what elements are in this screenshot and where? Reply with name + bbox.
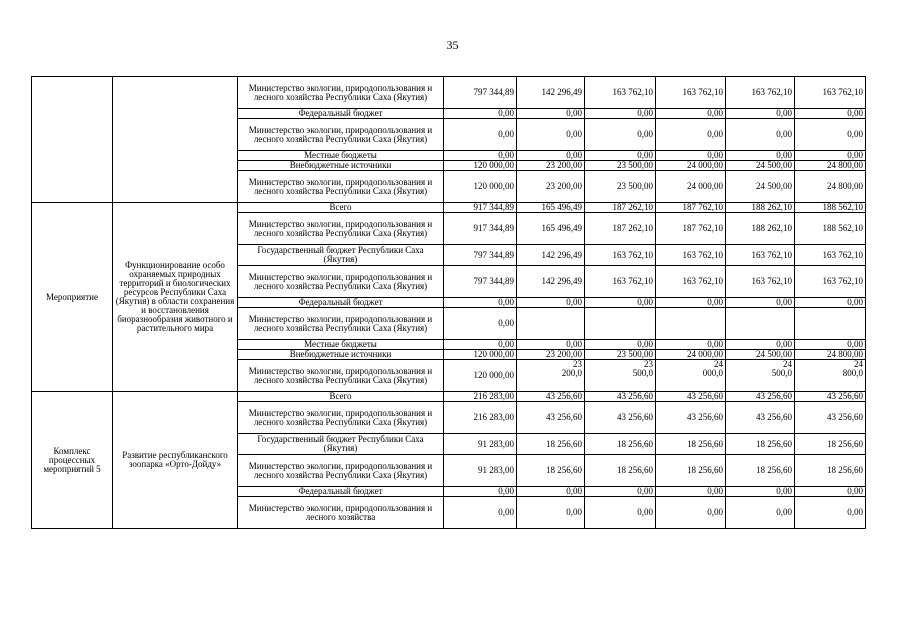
year-amount-cell: 0,00 (517, 119, 585, 151)
table-row (32, 392, 866, 402)
year-amount-cell: 187 262,10 (585, 203, 656, 213)
total-amount-cell: 0,00 (444, 340, 517, 350)
budget-table (31, 76, 866, 529)
total-amount-cell: 120 000,00 (444, 360, 517, 392)
year-amount-cell: 187 762,10 (656, 203, 726, 213)
year-amount-cell: 18 256,60 (517, 434, 585, 455)
year-amount-cell: 0,00 (656, 340, 726, 350)
funding-source-cell: Местные бюджеты (238, 340, 444, 350)
year-amount-cell: 163 762,10 (585, 77, 656, 109)
year-amount-cell: 165 496,49 (517, 203, 585, 213)
year-amount-cell: 0,00 (517, 487, 585, 497)
year-amount-cell: 23 200,00 (517, 171, 585, 203)
total-amount-cell: 91 283,00 (444, 455, 517, 487)
activity-name-cell (113, 77, 238, 203)
year-amount-cell (656, 308, 726, 340)
table-row (32, 203, 866, 213)
year-amount-cell: 43 256,60 (656, 392, 726, 402)
year-amount-cell: 163 762,10 (585, 245, 656, 266)
year-amount-cell: 163 762,10 (656, 245, 726, 266)
year-amount-cell: 0,00 (795, 497, 866, 529)
year-amount-cell: 0,00 (795, 340, 866, 350)
year-amount-cell: 43 256,60 (585, 402, 656, 434)
funding-source-cell: Федеральный бюджет (238, 487, 444, 497)
total-amount-cell: 91 283,00 (444, 434, 517, 455)
year-amount-cell (517, 308, 585, 340)
total-amount-cell: 797 344,89 (444, 266, 517, 298)
year-amount-cell (726, 308, 795, 340)
year-amount-cell: 0,00 (795, 487, 866, 497)
year-amount-cell: 43 256,60 (726, 392, 795, 402)
year-amount-cell: 0,00 (656, 151, 726, 161)
funding-source-cell: Всего (238, 392, 444, 402)
year-amount-cell: 43 256,60 (795, 402, 866, 434)
activity-type-cell: Мероприятие (32, 203, 113, 392)
year-amount-cell: 43 256,60 (656, 402, 726, 434)
year-amount-cell: 23 500,00 (585, 350, 656, 360)
year-amount-cell: 187 262,10 (585, 213, 656, 245)
year-amount-cell: 0,00 (517, 298, 585, 308)
year-amount-cell: 24 000,00 (656, 171, 726, 203)
year-amount-cell: 24 000,00 (656, 350, 726, 360)
year-amount-cell: 0,00 (795, 298, 866, 308)
total-amount-cell: 0,00 (444, 308, 517, 340)
year-amount-cell: 187 762,10 (656, 213, 726, 245)
budget-table-body (32, 77, 866, 529)
funding-source-cell: Государственный бюджет Республики Саха (Якутия) (238, 434, 444, 455)
year-amount-cell: 163 762,10 (726, 266, 795, 298)
activity-type-cell (32, 77, 113, 203)
year-amount-cell: 23 200,00 (517, 350, 585, 360)
funding-source-cell: Министерство экологии, природопользования и лесного хозяйства Республики Саха (Якутия) (238, 402, 444, 434)
year-amount-cell: 142 296,49 (517, 245, 585, 266)
year-amount-cell: 163 762,10 (726, 245, 795, 266)
year-amount-cell: 0,00 (585, 487, 656, 497)
funding-source-cell: Внебюджетные источники (238, 350, 444, 360)
funding-source-cell: Министерство экологии, природопользования и лесного хозяйства Республики Саха (Якутия) (238, 455, 444, 487)
year-amount-cell: 24 500,00 (726, 161, 795, 171)
year-amount-cell: 0,00 (656, 119, 726, 151)
year-amount-cell: 24 500,0 (726, 360, 795, 392)
year-amount-cell: 163 762,10 (585, 266, 656, 298)
total-amount-cell: 216 283,00 (444, 402, 517, 434)
year-amount-cell: 0,00 (656, 298, 726, 308)
funding-source-cell: Министерство экологии, природопользования и лесного хозяйства Республики Саха (Якутия) (238, 119, 444, 151)
year-amount-cell: 0,00 (795, 109, 866, 119)
year-amount-cell: 18 256,60 (585, 434, 656, 455)
year-amount-cell: 43 256,60 (726, 402, 795, 434)
year-amount-cell: 23 200,00 (517, 161, 585, 171)
year-amount-cell (585, 308, 656, 340)
year-amount-cell: 23 500,00 (585, 171, 656, 203)
year-amount-cell: 18 256,60 (795, 434, 866, 455)
year-amount-cell: 24 000,00 (656, 161, 726, 171)
year-amount-cell: 0,00 (726, 487, 795, 497)
year-amount-cell: 0,00 (585, 109, 656, 119)
year-amount-cell: 24 800,00 (795, 161, 866, 171)
activity-type-cell: Комплекс процессных мероприятий 5 (32, 392, 113, 529)
year-amount-cell: 23 500,00 (585, 161, 656, 171)
year-amount-cell: 0,00 (656, 497, 726, 529)
funding-source-cell: Внебюджетные источники (238, 161, 444, 171)
year-amount-cell: 0,00 (795, 151, 866, 161)
year-amount-cell: 24 500,00 (726, 171, 795, 203)
year-amount-cell: 0,00 (726, 497, 795, 529)
total-amount-cell: 120 000,00 (444, 171, 517, 203)
page-number: 35 (446, 38, 459, 52)
funding-source-cell: Министерство экологии, природопользования и лесного хозяйства Республики Саха (Якутия) (238, 213, 444, 245)
funding-source-cell: Всего (238, 203, 444, 213)
year-amount-cell: 163 762,10 (795, 245, 866, 266)
year-amount-cell: 163 762,10 (795, 266, 866, 298)
total-amount-cell: 797 344,89 (444, 245, 517, 266)
funding-source-cell: Местные бюджеты (238, 151, 444, 161)
year-amount-cell: 142 296,49 (517, 266, 585, 298)
year-amount-cell: 0,00 (517, 340, 585, 350)
funding-source-cell: Министерство экологии, природопользования и лесного хозяйства Республики Саха (Якутия) (238, 360, 444, 392)
year-amount-cell: 23 500,0 (585, 360, 656, 392)
total-amount-cell: 917 344,89 (444, 203, 517, 213)
year-amount-cell: 24 800,00 (795, 171, 866, 203)
total-amount-cell: 120 000,00 (444, 161, 517, 171)
year-amount-cell: 43 256,60 (795, 392, 866, 402)
year-amount-cell: 43 256,60 (517, 392, 585, 402)
year-amount-cell: 0,00 (726, 298, 795, 308)
year-amount-cell: 188 562,10 (795, 213, 866, 245)
year-amount-cell: 0,00 (585, 298, 656, 308)
year-amount-cell: 0,00 (517, 497, 585, 529)
year-amount-cell: 18 256,60 (656, 434, 726, 455)
funding-source-cell: Министерство экологии, природопользования и лесного хозяйства Республики Саха (Якутия) (238, 77, 444, 109)
year-amount-cell: 0,00 (517, 151, 585, 161)
year-amount-cell: 165 496,49 (517, 213, 585, 245)
funding-source-cell: Министерство экологии, природопользования и лесного хозяйства Республики Саха (Якутия) (238, 266, 444, 298)
year-amount-cell: 0,00 (656, 109, 726, 119)
total-amount-cell: 0,00 (444, 109, 517, 119)
total-amount-cell: 0,00 (444, 487, 517, 497)
year-amount-cell: 0,00 (585, 119, 656, 151)
year-amount-cell: 0,00 (726, 109, 795, 119)
year-amount-cell: 18 256,60 (585, 455, 656, 487)
year-amount-cell: 0,00 (585, 497, 656, 529)
year-amount-cell: 0,00 (656, 487, 726, 497)
year-amount-cell: 43 256,60 (585, 392, 656, 402)
total-amount-cell: 0,00 (444, 119, 517, 151)
total-amount-cell: 0,00 (444, 298, 517, 308)
activity-name-cell: Развитие республиканского зоопарка «Орто-Дойду» (113, 392, 238, 529)
year-amount-cell: 18 256,60 (517, 455, 585, 487)
funding-source-cell: Федеральный бюджет (238, 109, 444, 119)
year-amount-cell: 188 262,10 (726, 213, 795, 245)
year-amount-cell: 163 762,10 (656, 266, 726, 298)
year-amount-cell: 0,00 (585, 151, 656, 161)
year-amount-cell: 18 256,60 (656, 455, 726, 487)
table-row (32, 77, 866, 109)
funding-source-cell: Федеральный бюджет (238, 298, 444, 308)
year-amount-cell: 163 762,10 (795, 77, 866, 109)
total-amount-cell: 0,00 (444, 151, 517, 161)
total-amount-cell: 917 344,89 (444, 213, 517, 245)
total-amount-cell: 0,00 (444, 497, 517, 529)
funding-source-cell: Министерство экологии, природопользования и лесного хозяйства (238, 497, 444, 529)
funding-source-cell: Министерство экологии, природопользования и лесного хозяйства Республики Саха (Якутия) (238, 171, 444, 203)
total-amount-cell: 797 344,89 (444, 77, 517, 109)
year-amount-cell: 0,00 (726, 340, 795, 350)
year-amount-cell: 0,00 (726, 119, 795, 151)
funding-source-cell: Государственный бюджет Республики Саха (Якутия) (238, 245, 444, 266)
year-amount-cell: 163 762,10 (726, 77, 795, 109)
year-amount-cell: 0,00 (795, 119, 866, 151)
total-amount-cell: 120 000,00 (444, 350, 517, 360)
year-amount-cell: 0,00 (517, 109, 585, 119)
year-amount-cell (795, 308, 866, 340)
year-amount-cell: 188 562,10 (795, 203, 866, 213)
year-amount-cell: 0,00 (585, 340, 656, 350)
year-amount-cell: 0,00 (726, 151, 795, 161)
year-amount-cell: 23 200,0 (517, 360, 585, 392)
year-amount-cell: 163 762,10 (656, 77, 726, 109)
year-amount-cell: 24 800,00 (795, 350, 866, 360)
year-amount-cell: 43 256,60 (517, 402, 585, 434)
total-amount-cell: 216 283,00 (444, 392, 517, 402)
year-amount-cell: 188 262,10 (726, 203, 795, 213)
activity-name-cell: Функционирование особо охраняемых природных территорий и биологических ресурсов Республики Саха (Якутия) в области сохранения и восстановления биоразнообразия животного и растительного мира (113, 203, 238, 392)
year-amount-cell: 18 256,60 (726, 455, 795, 487)
year-amount-cell: 24 800,0 (795, 360, 866, 392)
year-amount-cell: 18 256,60 (726, 434, 795, 455)
year-amount-cell: 142 296,49 (517, 77, 585, 109)
funding-source-cell: Министерство экологии, природопользования и лесного хозяйства Республики Саха (Якутия) (238, 308, 444, 340)
year-amount-cell: 18 256,60 (795, 455, 866, 487)
year-amount-cell: 24 000,0 (656, 360, 726, 392)
year-amount-cell: 24 500,00 (726, 350, 795, 360)
